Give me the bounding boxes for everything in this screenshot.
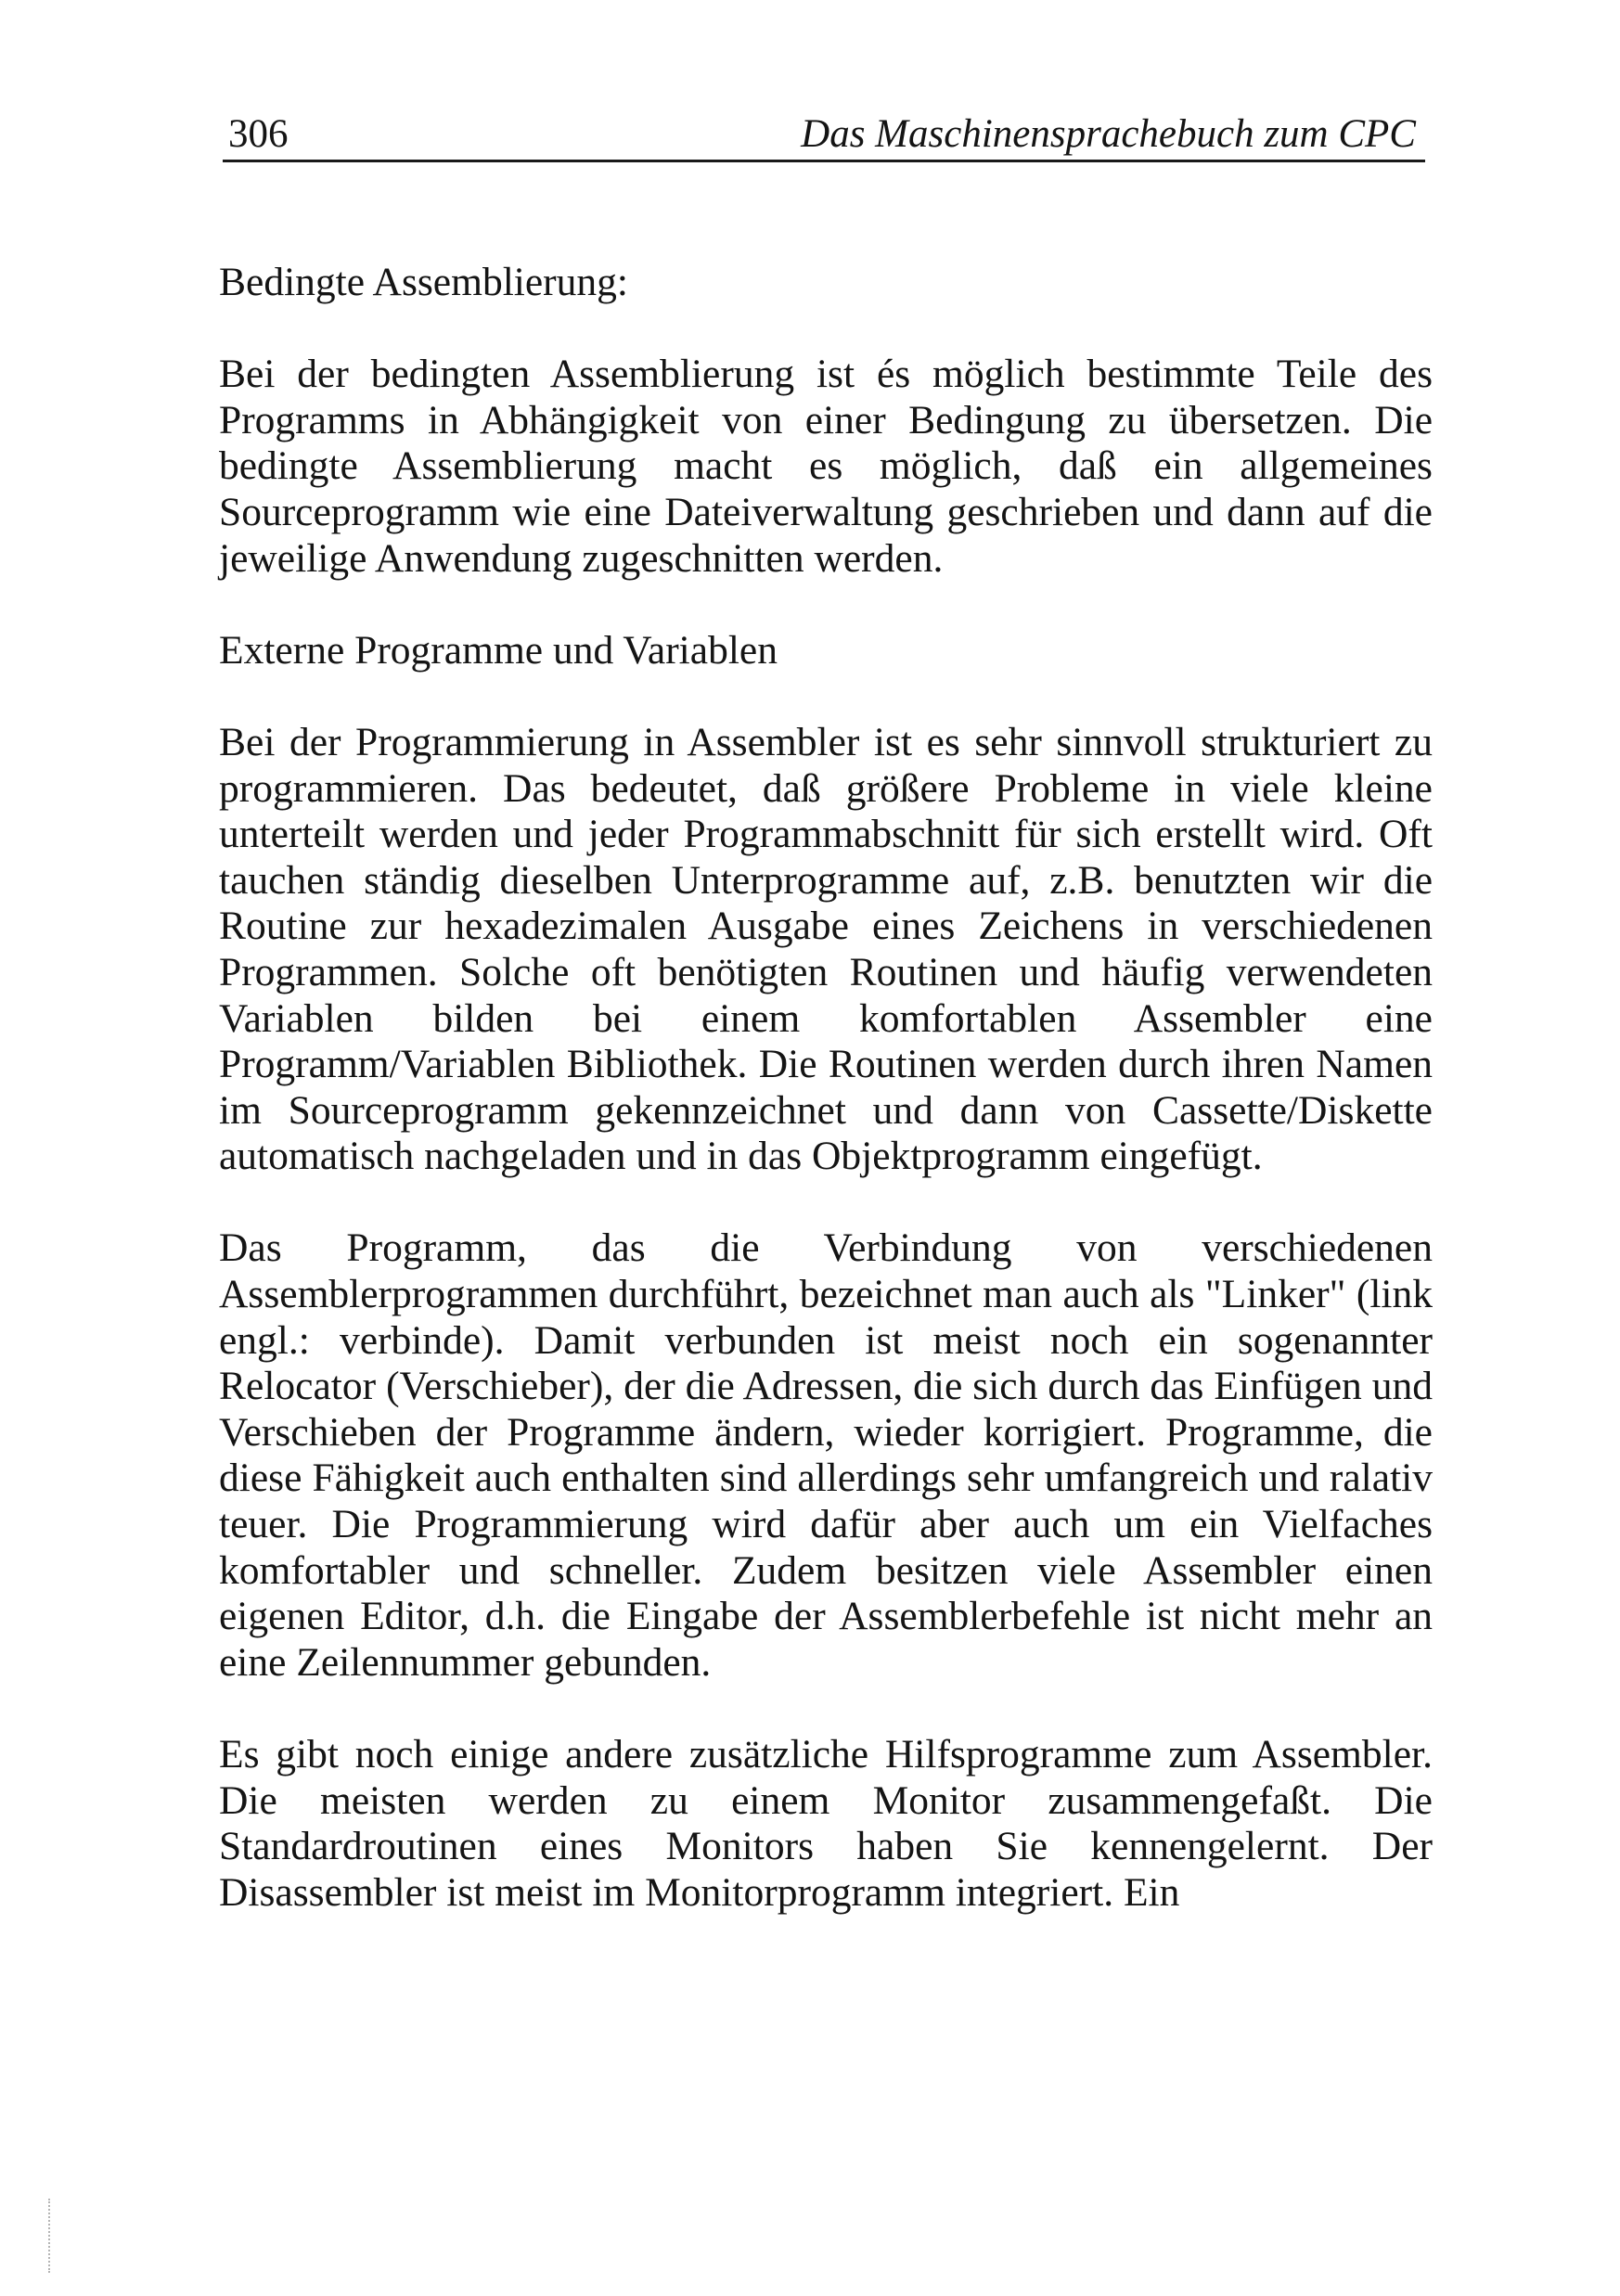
page-header bbox=[223, 111, 1425, 162]
page-number: 306 bbox=[228, 112, 289, 156]
section-heading-external-programs: Externe Programme und Variablen bbox=[219, 627, 778, 673]
paragraph-conditional-assembly: Bei der bedingten Assemblierung ist és möglich bestimmte Teile des Programms in Abhängigkeit von einer Bedingung zu übersetzen. Die bedingte Assemblierung macht es möglich, daß ein allgemeines Sourceprogramm wie eine Dateiverwaltung geschrieben und dann auf die jeweilige Anwendung zugeschnitten werden. bbox=[219, 352, 1433, 581]
paragraph-tools: Es gibt noch einige andere zusätzliche Hilfsprogramme zum Assembler. Die meisten werden zu einem Monitor zusammengefaßt. Die Standardroutinen eines Monitors haben Sie kennengelernt. Der Disassembler ist meist im Monitorprogramm integriert. Ein bbox=[219, 1732, 1433, 1915]
paragraph-external-programs: Bei der Programmierung in Assembler ist es sehr sinnvoll strukturiert zu programmieren. Das bedeutet, daß größere Probleme in viele kleine unterteilt werden und jeder Programmabschnitt für sich erstellt wird. Oft tauchen ständig dieselben Unterprogramme auf, z.B. benutzten wir die Routine zur hexadezimalen Ausgabe eines Zeichens in verschiedenen Programmen. Solche oft benötigten Routinen und häufig verwendeten Variablen bilden bei einem komfortablen Assembler eine Programm/Variablen Bibliothek. Die Routinen werden durch ihren Namen im Sourceprogramm gekennzeichnet und dann von Cassette/Diskette automatisch nachgeladen und in das Objektprogramm eingefügt. bbox=[219, 719, 1433, 1179]
section-heading-conditional-assembly: Bedingte Assemblierung: bbox=[219, 260, 628, 304]
body-text bbox=[219, 260, 1433, 1916]
paragraph-linker: Das Programm, das die Verbindung von verschiedenen Assemblerprogrammen durchführt, bezeichnet man auch als "Linker" (link engl.: verbinde). Damit verbunden ist meist noch ein sogenannter Relocator (Verschieber), der die Adressen, die sich durch das Einfügen und Verschieben der Programme ändern, wieder korrigiert. Programme, die diese Fähigkeit auch enthalten sind allerdings sehr umfangreich und ralativ teuer. Die Programmierung wird dafür aber auch um ein Vielfaches komfortabler und schneller. Zudem besitzen viele Assembler einen eigenen Editor, d.h. die Eingabe der Assemblerbefehle ist nicht mehr an eine Zeilennummer gebunden. bbox=[219, 1225, 1433, 1685]
scan-margin-artifact bbox=[48, 2199, 54, 2273]
running-title: Das Maschinensprachebuch zum CPC bbox=[801, 112, 1416, 156]
